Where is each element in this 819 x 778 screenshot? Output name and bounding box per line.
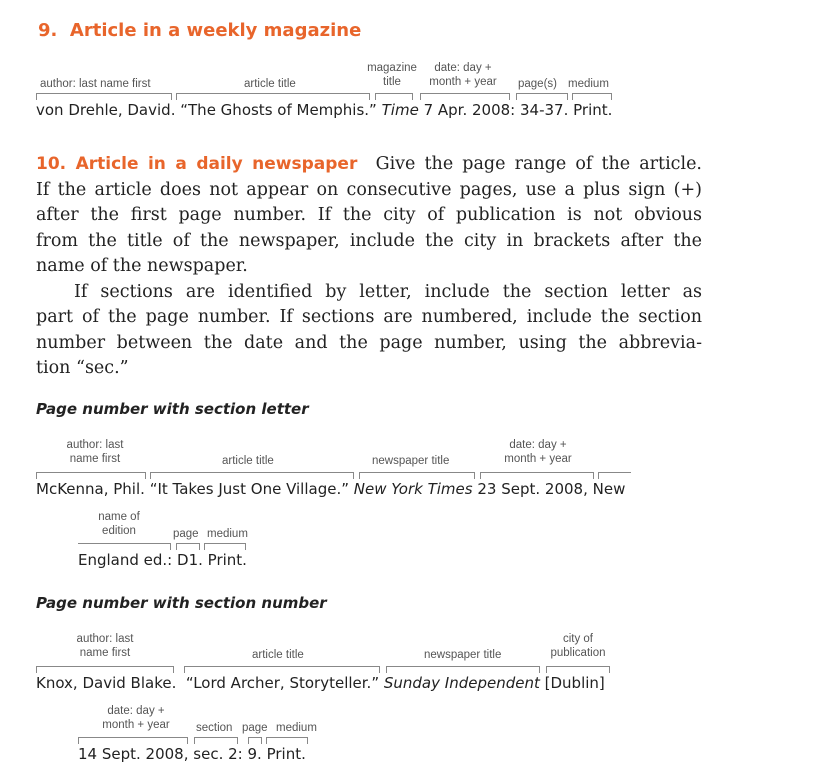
citation-newspaper-number-line2: 14 Sept. 2008, sec. 2: 9. Print. xyxy=(78,745,306,763)
bracket-medium-2 xyxy=(204,543,246,550)
label-edition: name of edition xyxy=(98,511,140,537)
section-9-title: Article in a weekly magazine xyxy=(69,20,362,41)
bracket-title xyxy=(176,93,370,100)
bracket-magazine xyxy=(375,93,413,100)
bracket-medium-3 xyxy=(266,737,308,744)
bracket-author xyxy=(36,93,172,100)
bracket-city xyxy=(546,666,610,673)
section-9-number: 9. xyxy=(38,20,58,41)
label-date-2: date: day + month + year xyxy=(504,439,572,465)
bracket-author-3 xyxy=(36,666,174,673)
bracket-title-3 xyxy=(184,666,380,673)
label-medium-2: medium xyxy=(207,528,248,540)
bracket-date-3 xyxy=(78,737,188,744)
label-page-3: page xyxy=(242,722,268,734)
citation-newspaper-letter-line1: McKenna, Phil. “It Takes Just One Village.” New York Times 23 Sept. 2008, New xyxy=(36,480,626,498)
bracket-date xyxy=(420,93,510,100)
label-date: date: day + month + year xyxy=(429,62,497,88)
bracket-pages xyxy=(516,93,568,100)
label-article-title-2: article title xyxy=(222,455,274,467)
citation-newspaper-letter-line2: England ed.: D1. Print. xyxy=(78,551,247,569)
label-medium-3: medium xyxy=(276,722,317,734)
label-newspaper-title-2: newspaper title xyxy=(372,455,450,467)
subheading-section-letter: Page number with section letter xyxy=(36,400,309,418)
bracket-newspaper-2 xyxy=(359,472,475,479)
label-section: section xyxy=(196,722,233,734)
citation-magazine: von Drehle, David. “The Ghosts of Memphis.” Time 7 Apr. 2008: 34-37. Print. xyxy=(36,101,613,119)
subheading-section-number: Page number with section number xyxy=(36,594,327,612)
bracket-title-2 xyxy=(150,472,354,479)
bracket-date-2 xyxy=(480,472,594,479)
label-article-title: article title xyxy=(244,78,296,90)
label-author-2: author: last name first xyxy=(66,439,124,465)
bracket-edition-start xyxy=(598,472,631,479)
label-page-2: page xyxy=(173,528,199,540)
citation-newspaper-number-line1: Knox, David Blake. “Lord Archer, Storyteller.” Sunday Independent [Dublin] xyxy=(36,674,605,692)
label-author: author: last name first xyxy=(40,78,151,90)
section-10-text: 10. Article in a daily newspaper Give the page range of the article. If the article does not appear on consecutive pages, use a plus sign (+) after the first page number. If the city of publication is not obvious from the title of the newspaper, include the city in brackets after the name of the newspaper. If sections are identified by letter, include the section letter as part of the page number. If sections are numbered, include the section number between the date and the page number, using the abbrevia- tion “sec.” xyxy=(36,154,702,378)
section-10-heading: 10. Article in a daily newspaper xyxy=(36,154,358,174)
bracket-section xyxy=(194,737,238,744)
label-pages: page(s) xyxy=(518,78,557,90)
label-medium: medium xyxy=(568,78,609,90)
bracket-page-3 xyxy=(248,737,262,744)
label-newspaper-title-3: newspaper title xyxy=(424,649,502,661)
bracket-page-2 xyxy=(176,543,200,550)
section-9-heading xyxy=(38,20,361,41)
bracket-newspaper-3 xyxy=(386,666,540,673)
label-article-title-3: article title xyxy=(252,649,304,661)
label-date-3: date: day + month + year xyxy=(102,705,170,731)
bracket-medium xyxy=(572,93,612,100)
label-author-3: author: last name first xyxy=(76,633,134,659)
label-city: city of publication xyxy=(550,633,606,659)
label-magazine-title: magazine title xyxy=(367,62,417,88)
bracket-author-2 xyxy=(36,472,146,479)
bracket-edition-end xyxy=(78,543,171,550)
